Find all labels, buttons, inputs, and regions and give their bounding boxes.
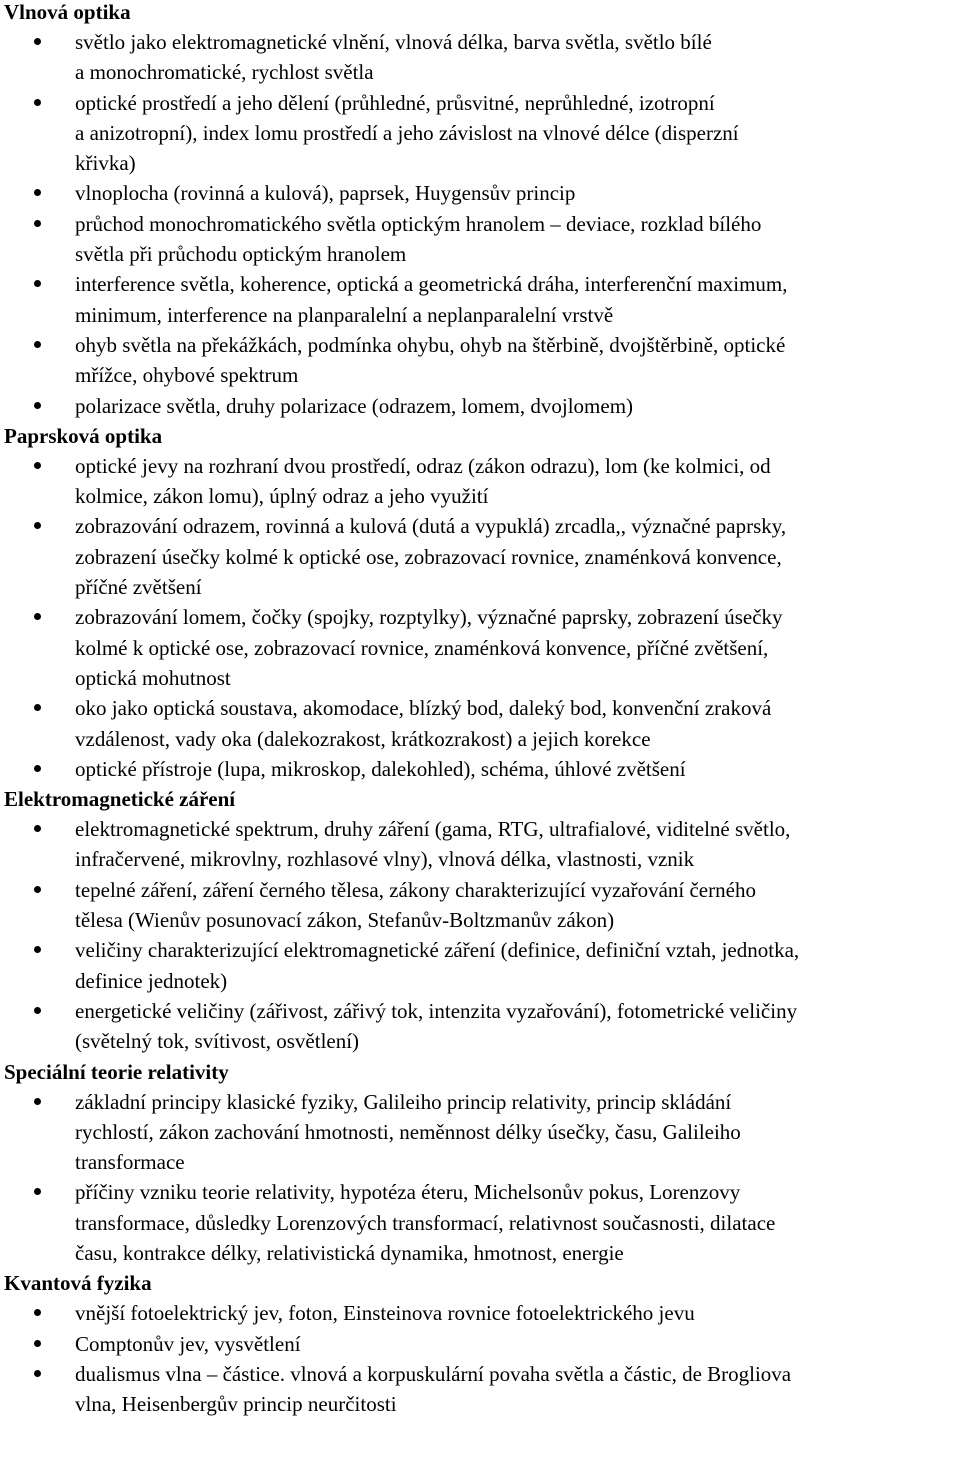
item-line: optické prostředí a jeho dělení (průhledné, průsvitné, neprůhledné, izotropní <box>75 90 715 115</box>
list-item <box>4 754 954 784</box>
item-line: minimum, interference na planparalelní a neplanparalelní vrstvě <box>75 302 614 327</box>
list-item <box>4 269 954 330</box>
list-item <box>4 1329 954 1359</box>
section-title: Paprsková optika <box>4 423 163 448</box>
list-item <box>4 602 954 693</box>
item-line: příčné zvětšení <box>75 575 202 600</box>
item-line: veličiny charakterizující elektromagnetické záření (definice, definiční vztah, jednotka, <box>75 938 800 963</box>
topic-list <box>4 27 954 421</box>
item-line: tělesa (Wienův posunovací zákon, Stefanův-Boltzmanův zákon) <box>75 908 615 933</box>
item-line: transformace <box>75 1150 185 1175</box>
item-line: dualismus vlna – částice. vlnová a korpuskulární povaha světla a částic, de Brogliova <box>75 1361 792 1386</box>
item-line: vzdálenost, vady oka (dalekozrakost, krátkozrakost) a jejich korekce <box>75 726 651 751</box>
section-paprskova-optika <box>4 421 954 784</box>
item-line: mřížce, ohybové spektrum <box>75 363 299 388</box>
item-line: Comptonův jev, vysvětlení <box>75 1331 301 1356</box>
item-line: základní principy klasické fyziky, Galileiho princip relativity, princip skládání <box>75 1089 732 1114</box>
item-line: zobrazování lomem, čočky (spojky, rozptylky), význačné paprsky, zobrazení úsečky <box>75 605 783 630</box>
item-line: transformace, důsledky Lorenzových transformací, relativnost současnosti, dilatace <box>75 1210 776 1235</box>
list-item <box>4 330 954 391</box>
item-line: energetické veličiny (zářivost, zářivý tok, intenzita vyzařování), fotometrické veličiny <box>75 998 798 1023</box>
list-item <box>4 1298 954 1328</box>
item-line: kolmé k optické ose, zobrazovací rovnice, znaménková konvence, příčné zvětšení, <box>75 635 769 660</box>
section-vlnova-optika <box>4 0 954 421</box>
section-elektromagneticke-zareni <box>4 784 954 1056</box>
list-item <box>4 1177 954 1268</box>
item-line: příčiny vzniku teorie relativity, hypotéza éteru, Michelsonův pokus, Lorenzovy <box>75 1180 741 1205</box>
list-item <box>4 88 954 179</box>
list-item <box>4 693 954 754</box>
item-line: elektromagnetické spektrum, druhy záření (gama, RTG, ultrafialové, viditelné světlo, <box>75 817 791 842</box>
list-item <box>4 875 954 936</box>
list-item <box>4 27 954 88</box>
list-item <box>4 451 954 512</box>
item-line: křivka) <box>75 151 136 176</box>
item-line: světla při průchodu optickým hranolem <box>75 242 407 267</box>
item-line: polarizace světla, druhy polarizace (odrazem, lomem, dvojlomem) <box>75 393 634 418</box>
item-line: zobrazování odrazem, rovinná a kulová (dutá a vypuklá) zrcadla,, význačné paprsky, <box>75 514 787 539</box>
list-item <box>4 391 954 421</box>
item-line: infračervené, mikrovlny, rozhlasové vlny), vlnová délka, vlastnosti, vznik <box>75 847 695 872</box>
item-line: a monochromatické, rychlost světla <box>75 60 374 85</box>
section-specialni-teorie-relativity <box>4 1057 954 1269</box>
item-line: tepelné záření, záření černého tělesa, zákony charakterizující vyzařování černého <box>75 877 756 902</box>
item-line: rychlostí, zákon zachování hmotnosti, neměnnost délky úsečky, času, Galileiho <box>75 1119 741 1144</box>
item-line: (světelný tok, svítivost, osvětlení) <box>75 1029 360 1054</box>
item-line: vnější fotoelektrický jev, foton, Einsteinova rovnice fotoelektrického jevu <box>75 1301 695 1326</box>
list-item <box>4 178 954 208</box>
list-item <box>4 935 954 996</box>
item-line: oko jako optická soustava, akomodace, blízký bod, daleký bod, konvenční zraková <box>75 696 772 721</box>
section-title: Elektromagnetické záření <box>4 787 236 812</box>
list-item <box>4 209 954 270</box>
list-item <box>4 1359 954 1420</box>
topic-list <box>4 1298 954 1419</box>
section-kvantova-fyzika <box>4 1268 954 1419</box>
list-item <box>4 814 954 875</box>
item-line: průchod monochromatického světla optickým hranolem – deviace, rozklad bílého <box>75 211 762 236</box>
list-item <box>4 996 954 1057</box>
topic-list <box>4 1087 954 1269</box>
topic-list <box>4 814 954 1056</box>
item-line: definice jednotek) <box>75 968 228 993</box>
item-line: světlo jako elektromagnetické vlnění, vlnová délka, barva světla, světlo bílé <box>75 30 712 54</box>
item-line: a anizotropní), index lomu prostředí a jeho závislost na vlnové délce (disperzní <box>75 120 739 145</box>
item-line: času, kontrakce délky, relativistická dynamika, hmotnost, energie <box>75 1240 624 1265</box>
section-title: Kvantová fyzika <box>4 1271 152 1296</box>
item-line: optické přístroje (lupa, mikroskop, dalekohled), schéma, úhlové zvětšení <box>75 756 686 781</box>
item-line: vlna, Heisenbergův princip neurčitosti <box>75 1392 397 1417</box>
item-line: interference světla, koherence, optická a geometrická dráha, interferenční maximum, <box>75 272 788 297</box>
item-line: optické jevy na rozhraní dvou prostředí, odraz (zákon odrazu), lom (ke kolmici, od <box>75 453 771 478</box>
item-line: kolmice, zákon lomu), úplný odraz a jeho využití <box>75 484 489 509</box>
item-line: ohyb světla na překážkách, podmínka ohybu, ohyb na štěrbině, dvojštěrbině, optické <box>75 332 786 357</box>
list-item <box>4 1087 954 1178</box>
item-line: optická mohutnost <box>75 665 231 690</box>
item-line: zobrazení úsečky kolmé k optické ose, zobrazovací rovnice, znaménková konvence, <box>75 544 782 569</box>
item-line: vlnoplocha (rovinná a kulová), paprsek, Huygensův princip <box>75 181 576 206</box>
list-item <box>4 511 954 602</box>
section-title: Vlnová optika <box>4 0 131 24</box>
section-title: Speciální teorie relativity <box>4 1059 229 1084</box>
topic-list <box>4 451 954 784</box>
